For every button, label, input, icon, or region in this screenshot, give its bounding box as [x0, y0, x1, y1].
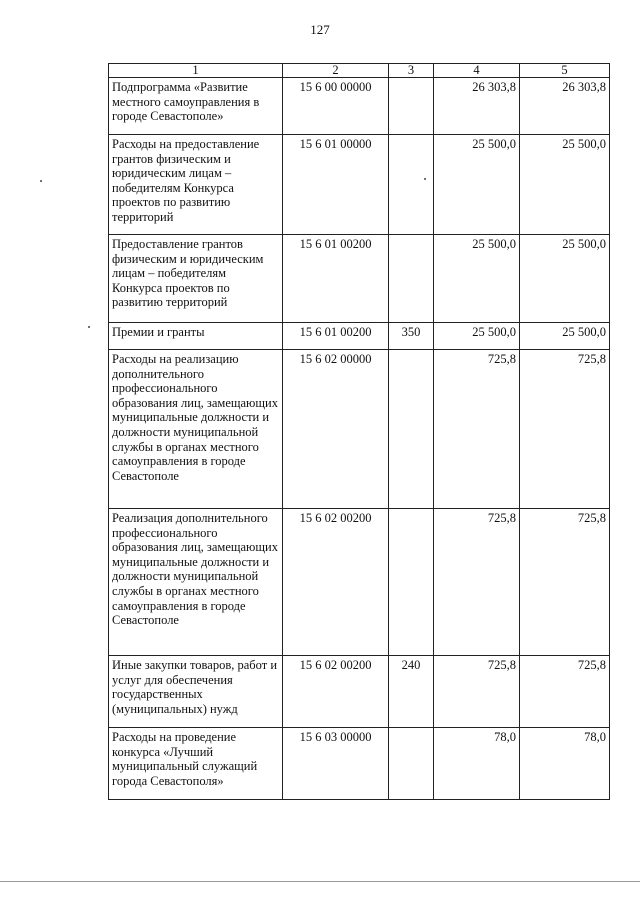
row-name: Расходы на предоставление грантов физическим и юридическим лицам – победителям Конкурса проектов по развитию территорий	[109, 135, 283, 235]
row-value-col5: 725,8	[520, 350, 610, 509]
row-name: Предоставление грантов физическим и юридическим лицам – победителям Конкурса проектов по развитию территорий	[109, 235, 283, 323]
header-col-2: 2	[283, 64, 389, 78]
row-code: 15 6 02 00000	[283, 350, 389, 509]
row-value-col5: 78,0	[520, 728, 610, 800]
row-expense-type: 350	[389, 323, 434, 350]
table-row	[109, 78, 610, 135]
row-value-col5: 25 500,0	[520, 323, 610, 350]
page-number: 127	[310, 22, 330, 37]
row-value-col4: 78,0	[434, 728, 520, 800]
row-name: Подпрограмма «Развитие местного самоуправления в городе Севастополе»	[109, 78, 283, 135]
row-value-col4: 26 303,8	[434, 78, 520, 135]
page-bottom-edge	[0, 881, 640, 882]
row-code: 15 6 02 00200	[283, 509, 389, 656]
scan-speck	[88, 326, 90, 328]
row-code: 15 6 03 00000	[283, 728, 389, 800]
row-expense-type	[389, 135, 434, 235]
header-col-5: 5	[520, 64, 610, 78]
row-name: Иные закупки товаров, работ и услуг для обеспечения государственных (муниципальных) нужд	[109, 656, 283, 728]
row-value-col5: 725,8	[520, 509, 610, 656]
row-name: Расходы на реализацию дополнительного профессионального образования лиц, замещающих муниципальные должности и должности муниципальной службы в органах местного самоуправления в городе Севастополе	[109, 350, 283, 509]
row-name: Премии и гранты	[109, 323, 283, 350]
budget-table	[108, 63, 610, 800]
row-code: 15 6 01 00200	[283, 323, 389, 350]
table-body	[109, 78, 610, 800]
row-value-col4: 25 500,0	[434, 323, 520, 350]
row-value-col4: 725,8	[434, 509, 520, 656]
row-name: Реализация дополнительного профессионального образования лиц, замещающих муниципальные должности и должности муниципальной службы в органах местного самоуправления в городе Севастополе	[109, 509, 283, 656]
table-row	[109, 350, 610, 509]
scan-speck	[424, 178, 426, 180]
table-row	[109, 235, 610, 323]
row-code: 15 6 02 00200	[283, 656, 389, 728]
row-expense-type	[389, 78, 434, 135]
row-value-col5: 25 500,0	[520, 235, 610, 323]
table-row	[109, 656, 610, 728]
row-code: 15 6 01 00000	[283, 135, 389, 235]
table-row	[109, 728, 610, 800]
table-row	[109, 509, 610, 656]
header-col-4: 4	[434, 64, 520, 78]
header-row	[109, 64, 610, 78]
row-expense-type	[389, 509, 434, 656]
row-value-col5: 725,8	[520, 656, 610, 728]
row-value-col5: 25 500,0	[520, 135, 610, 235]
row-code: 15 6 01 00200	[283, 235, 389, 323]
header-col-3: 3	[389, 64, 434, 78]
row-name: Расходы на проведение конкурса «Лучший муниципальный служащий города Севастополя»	[109, 728, 283, 800]
header-col-1: 1	[109, 64, 283, 78]
row-value-col4: 25 500,0	[434, 235, 520, 323]
scan-speck	[40, 180, 42, 182]
row-expense-type	[389, 728, 434, 800]
row-expense-type	[389, 235, 434, 323]
row-value-col4: 25 500,0	[434, 135, 520, 235]
row-expense-type	[389, 350, 434, 509]
row-code: 15 6 00 00000	[283, 78, 389, 135]
row-expense-type: 240	[389, 656, 434, 728]
table-row	[109, 135, 610, 235]
row-value-col4: 725,8	[434, 350, 520, 509]
table-row	[109, 323, 610, 350]
row-value-col4: 725,8	[434, 656, 520, 728]
table-header	[109, 64, 610, 78]
row-value-col5: 26 303,8	[520, 78, 610, 135]
